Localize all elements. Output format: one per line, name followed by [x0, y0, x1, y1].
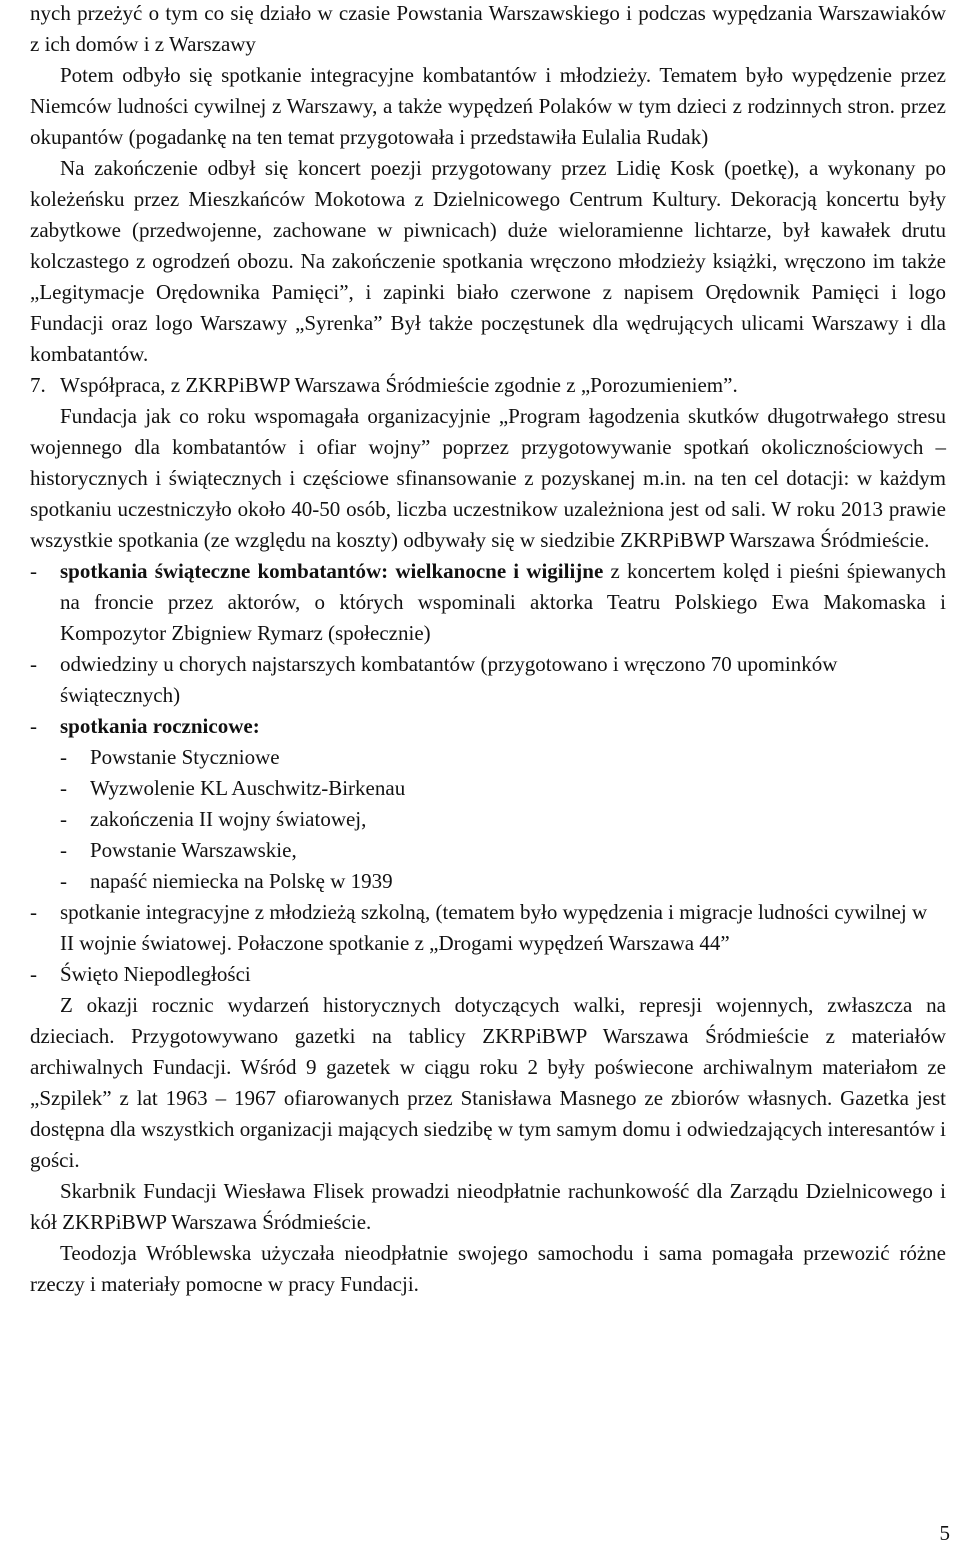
list-item [30, 556, 946, 649]
paragraph-continuation: nych przeżyć o tym co się działo w czasie Powstania Warszawskiego i podczas wypędzania Warszawiaków z ich domów i z Warszawy [30, 1, 946, 56]
list-item-text: z koncertem kolęd i pieśni śpiewanych na froncie przez aktorów, o których wspominali aktorka Teatru Polskiego Ewa Makomaska i Kompozytor Zbigniew Rymarz (społecznie) [60, 559, 946, 645]
list-dash: - [60, 745, 67, 769]
list-dash: - [30, 559, 37, 583]
sublist-item-text: napaść niemiecka na Polskę w 1939 [90, 869, 393, 893]
list-dash: - [30, 714, 37, 738]
paragraph-integration-meeting: Potem odbyło się spotkanie integracyjne kombatantów i młodzieży. Tematem było wypędzenie przez Niemców ludności cywilnej z Warszawy, a także wypędzeń Polaków w tym dzieci z rodzinnych stron. przez okupantów (pogadankę na ten temat przygotowała i przedstawiła Eulalia Rudak) [30, 63, 946, 149]
sublist-item-text: Wyzwolenie KL Auschwitz-Birkenau [90, 776, 406, 800]
section-7-heading [30, 370, 946, 401]
list-item-bold: spotkania świąteczne kombatantów: wielkanocne i wigilijne [60, 559, 604, 583]
sublist-item-text: Powstanie Warszawskie, [90, 838, 297, 862]
list-item-text: odwiedziny u chorych najstarszych kombatantów (przygotowano i wręczono 70 upominków świątecznych) [60, 652, 838, 707]
section-title: Współpraca, z ZKRPiBWP Warszawa Śródmieście zgodnie z „Porozumieniem”. [60, 373, 738, 397]
list-item [30, 959, 946, 990]
paragraph-treasurer: Skarbnik Fundacji Wiesława Flisek prowadzi nieodpłatnie rachunkowość dla Zarządu Dzielnicowego i kół ZKRPiBWP Warszawa Śródmieście. [30, 1179, 946, 1234]
sublist-item [60, 742, 946, 773]
page-number: 5 [939, 1521, 950, 1545]
sublist-item [60, 773, 946, 804]
section-number: 7. [30, 373, 46, 397]
paragraph-car-help: Teodozja Wróblewska użyczała nieodpłatnie swojego samochodu i sama pomagała przewozić różne rzeczy i materiały pomocne w pracy Fundacji. [30, 1241, 946, 1296]
sublist-item [60, 866, 946, 897]
sublist [30, 742, 946, 897]
list-dash: - [30, 900, 37, 924]
list-dash: - [60, 776, 67, 800]
sublist-item-text: zakończenia II wojny światowej, [90, 807, 367, 831]
list-item [30, 649, 946, 711]
paragraph-poetry-concert: Na zakończenie odbył się koncert poezji przygotowany przez Lidię Kosk (poetkę), a wykonany po koleżeńsku przez Mieszkańców Mokotowa z Dzielnicowego Centrum Kultury. Dekoracją koncertu były zabytkowe (przedwojenne, zachowane w piwnicach) duże wieloramienne lichtarze, był kawałek drutu kolczastego z ogrodzeń obozu. Na zakończenie spotkania wręczono młodzieży książki, wręczono im także „Legitymacje Orędownika Pamięci”, i zapinki biało czerwone z napisem Orędownik Pamięci i logo Fundacji oraz logo Warszawy „Syrenka” Był także poczęstunek dla wędrujących ulicami Warszawy i dla kombatantów. [30, 156, 946, 366]
list-dash: - [30, 962, 37, 986]
list-dash: - [60, 807, 67, 831]
sublist-item-text: Powstanie Styczniowe [90, 745, 280, 769]
paragraph-anniversary-gazettes: Z okazji rocznic wydarzeń historycznych dotyczących walki, represji wojennych, zwłaszcza na dzieciach. Przygotowywano gazetki na tablicy ZKRPiBWP Warszawa Śródmieście z materiałów archiwalnych Fundacji. Wśród 9 gazetek w ciągu roku 2 były poświecone archiwalnym materiałom ze „Szpilek” z lat 1963 – 1967 ofiarowanych przez Stanisława Masnego ze zbiorów własnych. Gazetka jest dostępna dla wszystkich organizacji mających siedzibę w tym samym domu i odwiedzających interesantów i gości. [30, 993, 946, 1172]
list-dash: - [30, 652, 37, 676]
list-dash: - [60, 869, 67, 893]
list-item-text: Święto Niepodległości [60, 962, 251, 986]
list-item-bold: spotkania rocznicowe: [60, 714, 260, 738]
list-dash: - [60, 838, 67, 862]
sublist-item [60, 804, 946, 835]
paragraph-program-support: Fundacja jak co roku wspomagała organizacyjnie „Program łagodzenia skutków długotrwałego stresu wojennego dla kombatantów i ofiar wojny” poprzez przygotowywanie spotkań okolicznościowych – historycznych i świątecznych i częściowe sfinansowanie z pozyskanej m.in. na ten cel dotacji: w każdym spotkaniu uczestniczyło około 40-50 osób, liczba uczestnikow uzależniona jest od sali. W roku 2013 prawie wszystkie spotkania (ze względu na koszty) odbywały się w siedzibie ZKRPiBWP Warszawa Śródmieście. [30, 404, 946, 552]
list-item [30, 711, 946, 742]
list-item-text: spotkanie integracyjne z młodzieżą szkolną, (tematem było wypędzenia i migracje ludności cywilnej w II wojnie światowej. Połaczone spotkanie z „Drogami wypędzeń Warszawa 44” [60, 900, 928, 955]
list-item [30, 897, 946, 959]
sublist-item [60, 835, 946, 866]
